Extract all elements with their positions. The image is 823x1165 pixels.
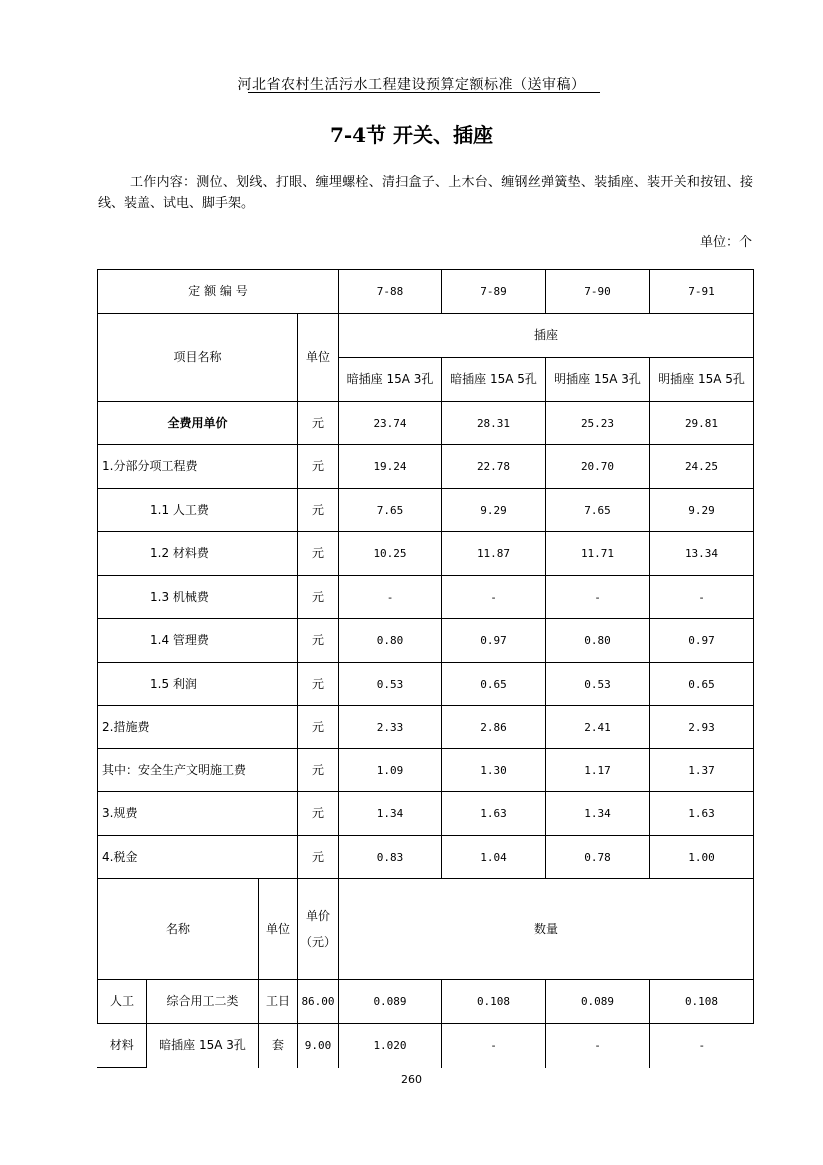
cost-row-name: 1.分部分项工程费 <box>98 445 298 489</box>
cost-row-unit: 元 <box>298 836 339 879</box>
group-header-row <box>98 314 754 358</box>
cost-value: 29.81 <box>650 402 754 445</box>
resource-price-header <box>298 879 339 980</box>
cost-value: 0.83 <box>339 836 442 879</box>
table-bottom-rule <box>97 1067 146 1068</box>
cost-value: 0.78 <box>546 836 650 879</box>
cost-value: 2.33 <box>339 706 442 749</box>
cost-value: 0.80 <box>546 619 650 663</box>
cost-row-unit: 元 <box>298 792 339 836</box>
cost-value: 2.93 <box>650 706 754 749</box>
cost-value: 1.37 <box>650 749 754 792</box>
resource-row <box>98 980 754 1024</box>
unit-header: 单位 <box>298 314 339 402</box>
variant-cell: 明插座 15A 5孔 <box>650 358 754 402</box>
cost-row-unit: 元 <box>298 576 339 619</box>
cost-value: 7.65 <box>339 489 442 532</box>
resource-unit: 工日 <box>259 980 298 1024</box>
cost-value: 0.65 <box>442 663 546 706</box>
cost-value: 13.34 <box>650 532 754 576</box>
cost-row-unit: 元 <box>298 663 339 706</box>
unit-note: 单位：个 <box>699 235 752 250</box>
item-name-header: 项目名称 <box>98 314 298 402</box>
cost-value: - <box>546 576 650 619</box>
cost-value: 23.74 <box>339 402 442 445</box>
code-cell: 7-90 <box>546 270 650 314</box>
cost-value: 0.53 <box>339 663 442 706</box>
resource-quantity: - <box>442 1024 546 1068</box>
resource-unit-header: 单位 <box>259 879 298 980</box>
cost-value: 0.53 <box>546 663 650 706</box>
resource-category: 材料 <box>98 1024 147 1068</box>
cost-value: 1.34 <box>546 792 650 836</box>
cost-value: 9.29 <box>442 489 546 532</box>
resource-row <box>98 1024 754 1068</box>
cost-row-unit: 元 <box>298 749 339 792</box>
resource-quantity: 0.108 <box>650 980 754 1024</box>
resource-quantity: 1.020 <box>339 1024 442 1068</box>
code-cell: 7-89 <box>442 270 546 314</box>
resource-price: 86.00 <box>298 980 339 1024</box>
cost-value: 1.30 <box>442 749 546 792</box>
resource-quantity: - <box>546 1024 650 1068</box>
variant-cell: 明插座 15A 3孔 <box>546 358 650 402</box>
group-header: 插座 <box>339 314 754 358</box>
cost-row-unit: 元 <box>298 706 339 749</box>
cost-row <box>98 706 754 749</box>
cost-value: 1.63 <box>650 792 754 836</box>
cost-row-unit: 元 <box>298 489 339 532</box>
header-underline <box>248 92 600 93</box>
resource-quantity-header: 数量 <box>339 879 754 980</box>
cost-value: 7.65 <box>546 489 650 532</box>
cost-value: 9.29 <box>650 489 754 532</box>
variant-cell: 暗插座 15A 5孔 <box>442 358 546 402</box>
cost-value: 19.24 <box>339 445 442 489</box>
resource-quantity: 0.108 <box>442 980 546 1024</box>
cost-value: 1.09 <box>339 749 442 792</box>
cost-row-name: 1.4 管理费 <box>98 619 298 663</box>
cost-row-unit: 元 <box>298 532 339 576</box>
price-header-line1: 单价 <box>305 909 330 923</box>
cost-value: - <box>339 576 442 619</box>
cost-value: 1.34 <box>339 792 442 836</box>
cost-row-unit: 元 <box>298 619 339 663</box>
resource-quantity: 0.089 <box>339 980 442 1024</box>
cost-value: 1.63 <box>442 792 546 836</box>
cost-value: 2.86 <box>442 706 546 749</box>
work-content-paragraph: 工作内容：测位、划线、打眼、缠埋螺栓、清扫盒子、上木台、缠钢丝弹簧垫、装插座、装开关和按钮、接线、装盖、试电、脚手架。 <box>98 175 753 211</box>
cost-row-name: 其中：安全生产文明施工费 <box>98 749 298 792</box>
cost-row <box>98 663 754 706</box>
resource-category: 人工 <box>98 980 147 1024</box>
quota-table <box>97 269 754 1068</box>
resource-quantity: - <box>650 1024 754 1068</box>
code-label: 定 额 编 号 <box>98 270 339 314</box>
cost-value: 22.78 <box>442 445 546 489</box>
section-title: 7-4节 开关、插座 <box>329 123 494 147</box>
cost-value: 28.31 <box>442 402 546 445</box>
cost-row <box>98 576 754 619</box>
resource-quantity: 0.089 <box>546 980 650 1024</box>
cost-value: - <box>650 576 754 619</box>
cost-value: 1.04 <box>442 836 546 879</box>
cost-row <box>98 749 754 792</box>
cost-row-name: 2.措施费 <box>98 706 298 749</box>
cost-row-name: 4.税金 <box>98 836 298 879</box>
resource-price: 9.00 <box>298 1024 339 1068</box>
document-header-title: 河北省农村生活污水工程建设预算定额标准（送审稿） <box>237 77 586 93</box>
cost-row-unit: 元 <box>298 402 339 445</box>
code-cell: 7-91 <box>650 270 754 314</box>
code-cell: 7-88 <box>339 270 442 314</box>
price-header-line2: （元） <box>299 935 336 949</box>
cost-value: 11.71 <box>546 532 650 576</box>
cost-row-name: 1.5 利润 <box>98 663 298 706</box>
cost-row <box>98 489 754 532</box>
cost-row-name: 3.规费 <box>98 792 298 836</box>
cost-value: 0.97 <box>442 619 546 663</box>
cost-value: 2.41 <box>546 706 650 749</box>
cost-value: 20.70 <box>546 445 650 489</box>
cost-row <box>98 619 754 663</box>
cost-value: 0.65 <box>650 663 754 706</box>
cost-value: 24.25 <box>650 445 754 489</box>
cost-row <box>98 792 754 836</box>
variant-cell: 暗插座 15A 3孔 <box>339 358 442 402</box>
cost-value: 10.25 <box>339 532 442 576</box>
cost-row-name: 1.2 材料费 <box>98 532 298 576</box>
cost-value: 1.17 <box>546 749 650 792</box>
cost-row <box>98 402 754 445</box>
page-number: 260 <box>401 1073 422 1086</box>
cost-value: 11.87 <box>442 532 546 576</box>
cost-value: - <box>442 576 546 619</box>
cost-row <box>98 532 754 576</box>
cost-row-unit: 元 <box>298 445 339 489</box>
cost-row-name: 1.1 人工费 <box>98 489 298 532</box>
resource-name: 综合用工二类 <box>147 980 259 1024</box>
cost-row <box>98 445 754 489</box>
resource-name-header: 名称 <box>98 879 259 980</box>
cost-row-name: 1.3 机械费 <box>98 576 298 619</box>
cost-row <box>98 836 754 879</box>
resource-name: 暗插座 15A 3孔 <box>147 1024 259 1068</box>
cost-value: 0.97 <box>650 619 754 663</box>
cost-value: 1.00 <box>650 836 754 879</box>
code-row <box>98 270 754 314</box>
resource-unit: 套 <box>259 1024 298 1068</box>
cost-row-name: 全费用单价 <box>98 402 298 445</box>
cost-value: 25.23 <box>546 402 650 445</box>
resource-header-row <box>98 879 754 980</box>
cost-value: 0.80 <box>339 619 442 663</box>
